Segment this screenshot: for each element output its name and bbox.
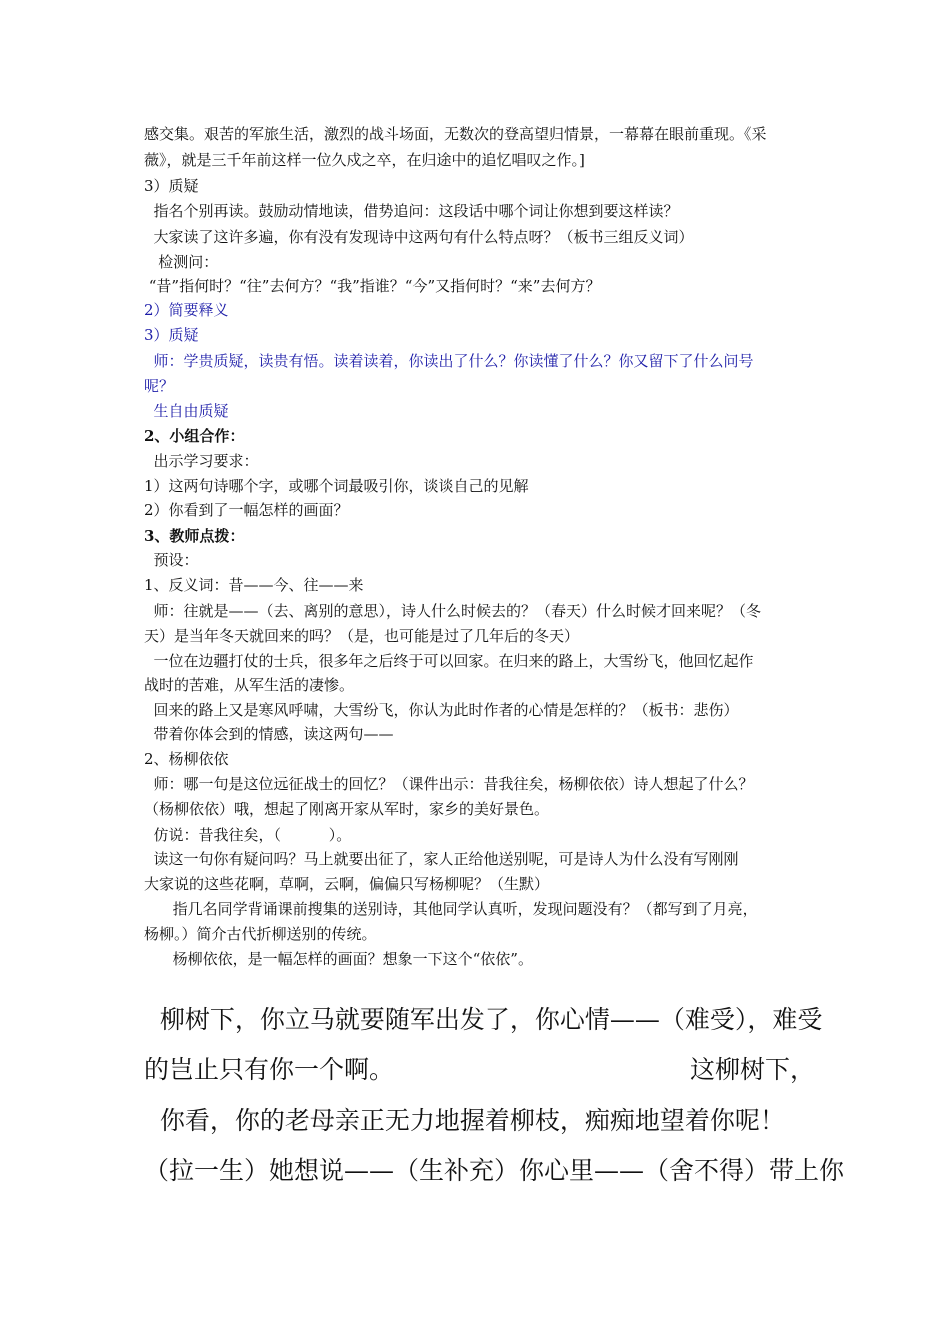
large-paragraph-line: 柳树下，你立马就要随军出发了，你心情——（难受），难受 xyxy=(144,1005,823,1034)
paragraph-line: 仿说：昔我往矣，（ ）。 xyxy=(144,826,352,844)
paragraph-line: 出示学习要求： xyxy=(144,452,259,470)
section-heading: 3）质疑 xyxy=(144,326,199,344)
paragraph-line: 大家说的这些花啊，草啊，云啊，偏偏只写杨柳呢？（生默） xyxy=(144,875,550,893)
section-heading: 2、小组合作： xyxy=(144,427,245,445)
paragraph-line: 检测问： xyxy=(144,253,219,271)
large-paragraph-line: （拉一生）她想说——（生补充）你心里——（舍不得）带上你 xyxy=(144,1156,845,1185)
paragraph-line: （杨柳依依）哦，想起了刚离开家从军时，家乡的美好景色。 xyxy=(144,800,550,818)
paragraph-line: 带着你体会到的情感，读这两句—— xyxy=(144,725,394,743)
paragraph-line: “昔”指何时？“往”去何方？“我”指谁？“今”又指何时？“来”去何方？ xyxy=(144,277,601,295)
paragraph-line: 呢？ xyxy=(144,377,175,395)
paragraph-line: 杨柳依依，是一幅怎样的画面？想象一下这个“依依”。 xyxy=(144,950,533,968)
paragraph-line: 感交集。艰苦的军旅生活，激烈的战斗场面，无数次的登高望归情景，一幕幕在眼前重现。《采 xyxy=(144,125,767,143)
large-paragraph-line: 的岂止只有你一个啊。 xyxy=(144,1055,395,1084)
list-item: 1、反义词：昔——今、往——来 xyxy=(144,576,364,594)
section-heading: 2、杨柳依依 xyxy=(144,750,229,768)
paragraph-line: 薇》，就是三千年前这样一位久戍之卒，在归途中的追忆唱叹之作。] xyxy=(144,151,585,169)
large-paragraph-line: 这柳树下， xyxy=(690,1055,816,1084)
paragraph-line: 战时的苦难，从军生活的凄惨。 xyxy=(144,676,355,694)
paragraph-line: 大家读了这许多遍，你有没有发现诗中这两句有什么特点呀？（板书三组反义词） xyxy=(144,228,694,246)
paragraph-line: 预设： xyxy=(144,551,199,569)
paragraph-line: 指几名同学背诵课前搜集的送别诗，其他同学认真听，发现问题没有？（都写到了月亮， xyxy=(144,900,758,918)
paragraph-line: 一位在边疆打仗的士兵，很多年之后终于可以回家。在归来的路上，大雪纷飞，他回忆起作 xyxy=(144,652,754,670)
paragraph-line: 天）是当年冬天就回来的吗？（是，也可能是过了几年后的冬天） xyxy=(144,627,580,645)
paragraph-line: 回来的路上又是寒风呼啸，大雪纷飞，你认为此时作者的心情是怎样的？（板书：悲伤） xyxy=(144,701,739,719)
paragraph-line: 指名个别再读。鼓励动情地读，借势追问：这段话中哪个词让你想到要这样读？ xyxy=(144,202,679,220)
paragraph-line: 生自由质疑 xyxy=(144,402,229,420)
paragraph-line: 师：哪一句是这位远征战士的回忆？（课件出示：昔我往矣，杨柳依依）诗人想起了什么？ xyxy=(144,775,754,793)
paragraph-line: 师：学贵质疑，读贵有悟。读着读着，你读出了什么？你读懂了什么？你又留下了什么问号 xyxy=(144,352,754,370)
section-heading: 2）简要释义 xyxy=(144,301,229,319)
list-item: 1）这两句诗哪个字，或哪个词最吸引你，谈谈自己的见解 xyxy=(144,477,529,495)
section-heading: 3）质疑 xyxy=(144,177,199,195)
paragraph-line: 师：往就是——（去、离别的意思），诗人什么时候去的？（春天）什么时候才回来呢？（冬 xyxy=(144,602,762,620)
section-heading: 3、教师点拨： xyxy=(144,527,245,545)
paragraph-line: 读这一句你有疑问吗？马上就要出征了，家人正给他送别呢，可是诗人为什么没有写刚刚 xyxy=(144,850,739,868)
paragraph-line: 杨柳。）简介古代折柳送别的传统。 xyxy=(144,925,377,943)
large-paragraph-line: 你看，你的老母亲正无力地握着柳枝，痴痴地望着你呢！ xyxy=(144,1106,785,1135)
list-item: 2）你看到了一幅怎样的画面？ xyxy=(144,501,349,519)
